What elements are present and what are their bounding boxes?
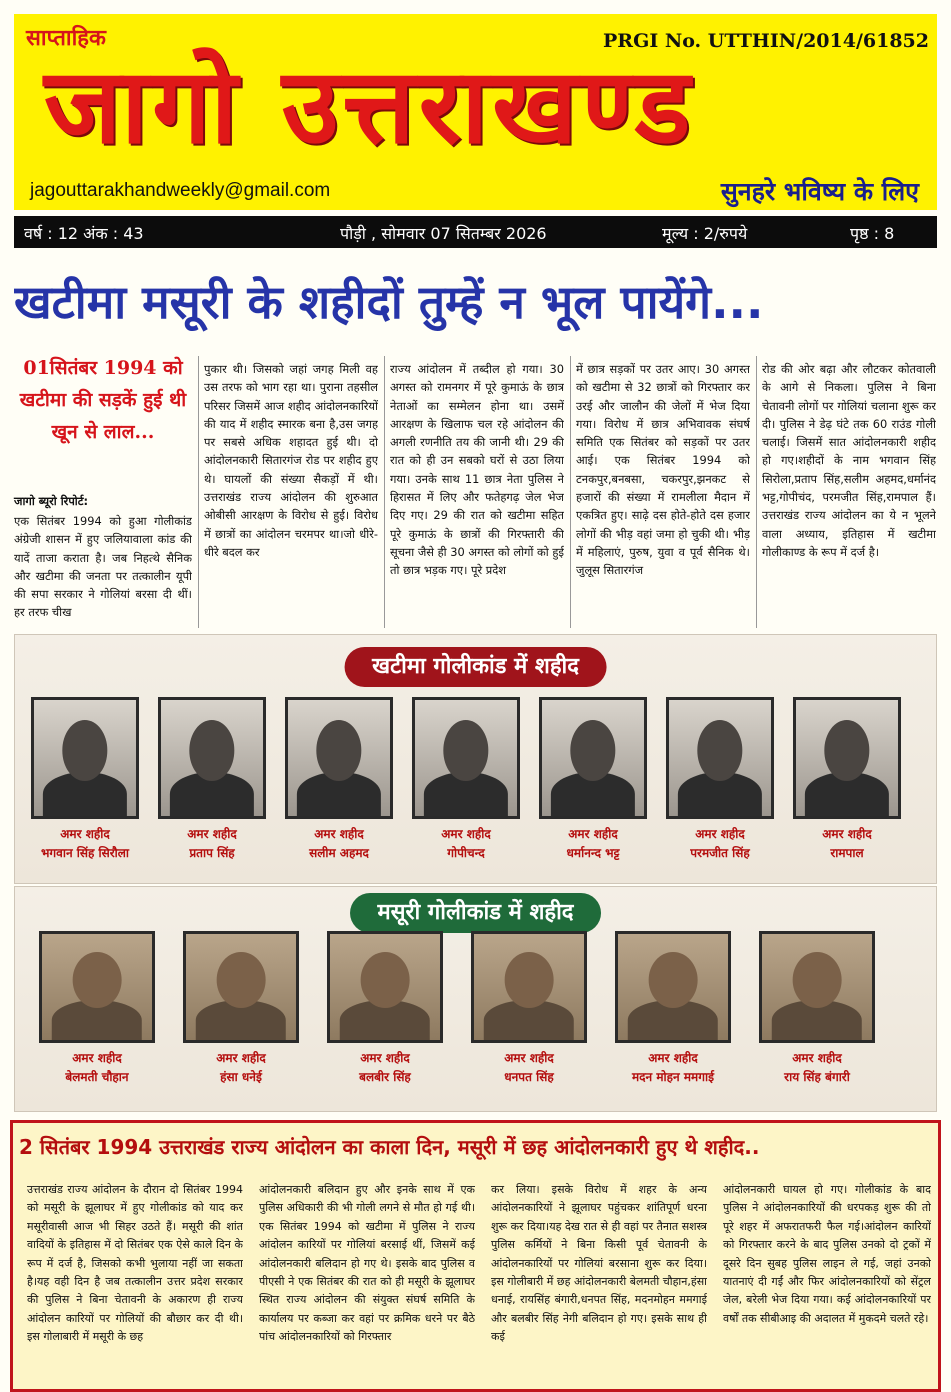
martyr-rank: अमर शहीद: [695, 827, 745, 841]
tagline: सुनहरे भविष्य के लिए: [720, 177, 919, 206]
martyr-card: [539, 697, 647, 861]
martyr-photo: [412, 697, 520, 819]
martyr-name: धर्मानन्द भट्ट: [566, 846, 620, 860]
martyr-photo: [183, 931, 299, 1043]
martyr-photo: [158, 697, 266, 819]
martyr-name: धनपत सिंह: [504, 1070, 554, 1084]
article-column: में छात्र सड़कों पर उतर आए। 30 अगस्त को खटीमा से 32 छात्रों को गिरफ्तार कर उरई और जालौन की जेलों में भेज दिया गया। विरोध में छात्र अभिवावक संघर्ष समिति एक सितंबर को सड़कों पर उतर आई। एक सितंबर 1994 को टनकपुर,बनबसा, चकरपुर,झनकट से हजारों की संख्या में रामलीला मैदान में एकत्रित हुए। साढ़े दस होते-होते दस हजार लोगों की भीड़ वहां जमा हो चुकी थी। भीड़ में महिलाएं, पुरुष, युवा व पूर्व सैनिक थे। जुलूस सितारगंज: [576, 362, 750, 578]
volume-issue: वर्ष : 12 अंक : 43: [24, 224, 144, 243]
martyr-rank: अमर शहीद: [504, 1051, 554, 1065]
prgi-number: PRGI No. UTTHIN/2014/61852: [603, 30, 929, 52]
martyr-photo: [793, 697, 901, 819]
martyr-photo: [539, 697, 647, 819]
khatima-panel-title: खटीमा गोलीकांड में शहीद: [344, 647, 607, 687]
martyr-photo: [31, 697, 139, 819]
martyr-photo: [615, 931, 731, 1043]
martyr-rank: अमर शहीद: [441, 827, 491, 841]
martyr-name: रामपाल: [830, 846, 864, 860]
martyr-rank: अमर शहीद: [187, 827, 237, 841]
martyr-card: [615, 931, 731, 1085]
mussoorie-article-headline: 2 सितंबर 1994 उत्तराखंड राज्य आंदोलन का काला दिन, मसूरी में छह आंदोलनकारी हुए थे शहीद..: [19, 1135, 760, 1159]
martyr-rank: अमर शहीद: [568, 827, 618, 841]
newspaper-title: जागो उत्तराखण्ड: [44, 45, 695, 167]
info-bar: [14, 216, 937, 248]
email-address[interactable]: jagouttarakhandweekly@gmail.com: [30, 180, 331, 201]
martyr-card: [666, 697, 774, 861]
price: मूल्य : 2/रुपये: [662, 224, 748, 243]
martyr-rank: अमर शहीद: [792, 1051, 842, 1065]
martyr-rank: अमर शहीद: [360, 1051, 410, 1065]
column-rule: [570, 356, 571, 628]
main-headline: खटीमा मसूरी के शहीदों तुम्हें न भूल पायेंगे...: [14, 275, 764, 329]
martyr-card: [31, 697, 139, 861]
martyr-photo: [39, 931, 155, 1043]
martyr-name: प्रताप सिंह: [189, 846, 235, 860]
article-column: उत्तराखंड राज्य आंदोलन के दौरान दो सितंबर 1994 को मसूरी के झूलाघर में हुए गोलीकांड को याद कर मसूरीवासी आज भी सिहर उठते हैं। मसूरी की शांत वादियों के इतिहास में दो सितंबर एक ऐसे काले दिन के रूप में दर्ज है, जिसको कभी भुलाया नहीं जा सकता है।यह वही दिन है जब तत्कालीन उत्तर प्रदेश सरकार की पुलिस ने बिना चेतावनी के अकारण ही राज्य आंदोलन कारियों पर गोलियों की बौछार कर दी थी। इस गोलाबारी में मसूरी के छह: [27, 1183, 243, 1344]
page-number: पृष्ठ : 8: [850, 224, 895, 243]
column-rule: [198, 356, 199, 628]
khatima-martyrs-panel: [14, 634, 937, 884]
mussoorie-martyrs-panel: [14, 886, 937, 1112]
martyr-photo: [471, 931, 587, 1043]
martyr-name: बेलमती चौहान: [65, 1070, 129, 1084]
martyr-card: [327, 931, 443, 1085]
martyr-rank: अमर शहीद: [648, 1051, 698, 1065]
martyr-rank: अमर शहीद: [216, 1051, 266, 1065]
martyr-card: [39, 931, 155, 1085]
martyr-rank: अमर शहीद: [822, 827, 872, 841]
column-rule: [384, 356, 385, 628]
martyr-card: [793, 697, 901, 861]
article-subheading: 01सितंबर 1994 को खटीमा की सड़कें हुई थी खून से लाल...: [19, 357, 187, 443]
martyr-card: [759, 931, 875, 1085]
article-column: रोड की ओर बढ़ा और लौटकर कोतवाली के आगे से निकला। पुलिस ने बिना चेतावनी लोगों पर गोलियां चलाना शुरू कर दी। पुलिस ने डेढ़ घंटे तक 60 राउंड गोली चलाई। जिसमें सात आंदोलनकारी शहीद हो गए।शहीदों के नाम भगवान सिंह सिरोला,प्रताप सिंह,सलीम अहमद,धर्मानंद भट्ट,गोपीचंद, परमजीत सिंह,रामपाल हैं।उत्तराखंड राज्य आंदोलन का ये न भूलने वाला अध्याय, इतिहास में खटीमा गोलीकाण्ड के रूप में दर्ज है।: [762, 362, 936, 559]
martyr-rank: अमर शहीद: [60, 827, 110, 841]
martyr-rank: अमर शहीद: [72, 1051, 122, 1065]
martyr-card: [183, 931, 299, 1085]
article-column: कर लिया। इसके विरोध में शहर के अन्य आंदोलनकारियों ने झूलाघर पहुंचकर शांतिपूर्ण धरना शुरू कर दिया।यह देख रात से ही वहां पर तैनात सशस्त्र पुलिस कर्मियों ने बिना किसी पूर्व चेतावनी के आंदोलनकारियों पर गोलियां बरसाना शुरू कर दिया। इस गोलीबारी में छह आंदोलनकारी बेलमती चौहान,हंसा धनाई, रायसिंह बंगारी,धनपत सिंह, मदनमोहन ममगाई और बलबीर सिंह नेगी बलिदान हो गए। इसके साथ ही कई: [491, 1183, 707, 1344]
mussoorie-panel-title: मसूरी गोलीकांड में शहीद: [350, 893, 602, 933]
martyr-photo: [759, 931, 875, 1043]
martyr-name: राय सिंह बंगारी: [784, 1070, 850, 1084]
martyr-name: मदन मोहन ममगाई: [632, 1070, 714, 1084]
martyr-name: हंसा धनेई: [220, 1070, 262, 1084]
martyr-card: [412, 697, 520, 861]
martyr-name: भगवान सिंह सिरौला: [40, 846, 130, 860]
dateline: पौड़ी , सोमवार 07 सितम्बर 2026: [340, 224, 547, 243]
martyr-photo: [327, 931, 443, 1043]
martyr-rank: अमर शहीद: [314, 827, 364, 841]
article-column: आंदोलनकारी घायल हो गए। गोलीकांड के बाद पुलिस ने आंदोलनकारियों की धरपकड़ शुरू की तो पूरे शहर में अफरातफरी फैल गई।आंदोलन कारियों को गिरफ्तार करने के बाद पुलिस उनको दो ट्रकों में दूसरे दिन सुबह पुलिस लाइन ले गई, जहां उनको यातनाएं दी गईं और फिर आंदोलनकारियों को सेंट्रल जेल, बरेली भेज दिया गया। कई आंदोलनकारियों पर वर्षों तक सीबीआइ की अदालत में मुकदमे चलते रहे।: [723, 1183, 931, 1325]
mussoorie-article: [10, 1120, 941, 1392]
martyr-card: [285, 697, 393, 861]
martyr-card: [158, 697, 266, 861]
martyr-name: सलीम अहमद: [309, 846, 369, 860]
martyr-photo: [285, 697, 393, 819]
article-column: पुकार थी। जिसको जहां जगह मिली वह उस तरफ को भाग रहा था। पुराना तहसील परिसर जिसमें आज शहीद आंदोलनकारियों की याद में शहीद स्मारक बना है,उस जगह पर सबसे अधिक शहादत हुई थी। दो आंदोलनकारी सितारगंज रोड पर शहीद हुए थे। घायलों की संख्या सैकड़ों में थी।उत्तराखंड राज्य आंदोलन की शुरुआत ओबीसी आरक्षण के विरोध से हुई। विरोध में छात्रों का आंदोलन चरमपर था।जो धीरे-धीरे बदल कर: [204, 362, 378, 559]
martyr-photo: [666, 697, 774, 819]
martyr-name: गोपीचन्द: [447, 846, 485, 860]
weekly-label: साप्ताहिक: [26, 25, 106, 51]
byline: जागो ब्यूरो रिपोर्ट:: [14, 494, 89, 508]
article-column: आंदोलनकारी बलिदान हुए और इनके साथ में एक पुलिस अधिकारी की भी गोली लगने से मौत हो गई थी।एक सितंबर 1994 को खटीमा में पुलिस ने राज्य आंदोलन कारियों पर गोलियां बरसाई थीं, जिसमें कई आंदोलनकारी बलिदान हो गए थे। इसके बाद पुलिस व पीएसी ने एक सितंबर की रात को ही मसूरी के झूलाघर स्थित राज्य आंदोलन की संयुक्त संघर्ष समिति के कार्यालय पर कब्जा कर वहां पर क्रमिक धरने पर बैठे पांच आंदोलनकारियों को गिरफ्तार: [259, 1183, 475, 1344]
masthead: [14, 14, 937, 210]
column-rule: [756, 356, 757, 628]
martyr-name: बलबीर सिंह: [359, 1070, 411, 1084]
martyr-name: परमजीत सिंह: [690, 846, 750, 860]
article-column: एक सितंबर 1994 को हुआ गोलीकांड अंग्रेजी शासन में हुए जलियावाला कांड की यादें ताजा कराता है। जब निहत्थे सैनिक और खटीमा की जनता पर तत्कालीन यूपी की सपा सरकार ने गोलियां बरसा दी थीं। हर तरफ चीख: [14, 514, 192, 620]
martyr-card: [471, 931, 587, 1085]
article-column: राज्य आंदोलन में तब्दील हो गया। 30 अगस्त को रामनगर में पूरे कुमाऊं के छात्र नेताओं का सम्मेलन होना था। उसमें आरक्षण के खिलाफ चल रहे आंदोलन की अगली रणनीति तय की जानी थी। 29 की रात को ही उन सबको घरों से उठा लिया गया। उनके साथ 11 छात्र नेता पुलिस ने हिरासत में लिए और फतेहगढ़ जेल भेज दिए गए। 29 की रात को खटीमा सहित पूरे कुमाऊं के छात्रों की गिरफ्तारी की सूचना जैसे ही 30 अगस्त को लोगों को हुई तो छात्र भड़क गए। पूरे प्रदेश: [390, 362, 564, 578]
